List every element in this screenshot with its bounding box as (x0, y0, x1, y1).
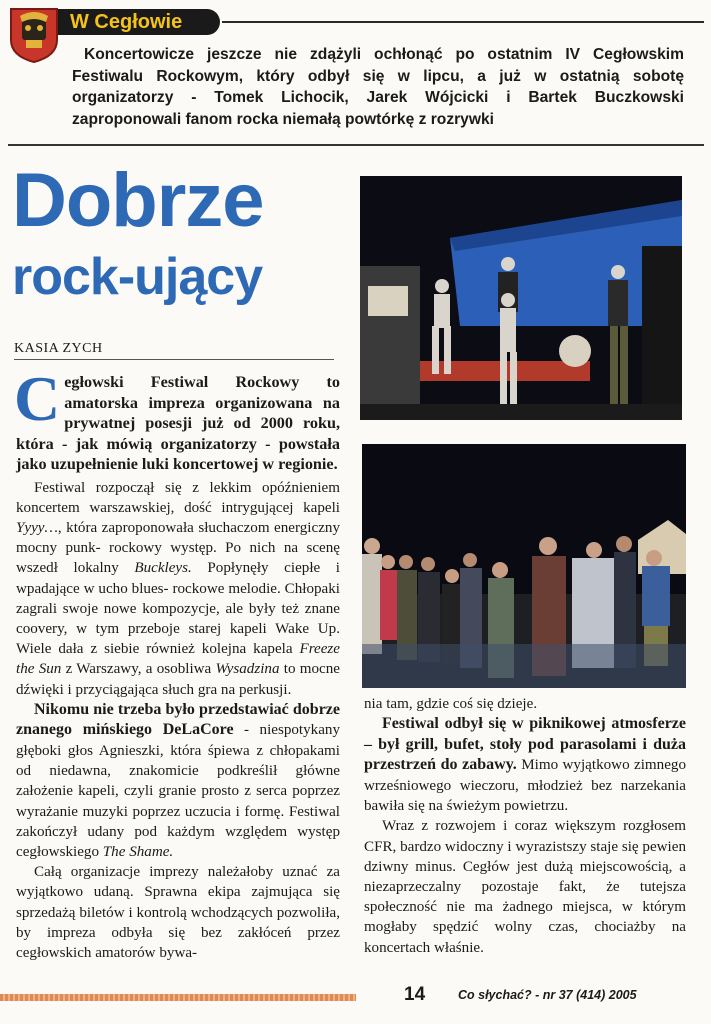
drop-cap: C (14, 363, 61, 434)
intro-text: egłowski Festiwal Rockowy to amatorska impreza organizowana na prywatnej posesji już od 2000 roku, która - jak mówią organizatorzy - powstała jako uzupełnienie luki koncertowej w regionie. (16, 373, 340, 473)
article-title (12, 158, 357, 308)
title-line-1: Dobrze (12, 158, 264, 243)
bold-lead-in: Festiwal odbył się w piknikowej atmosferze – był grill, bufet, stoły pod parasolami i duża przestrzeń do zabawy. (364, 715, 686, 774)
page-number: 14 (404, 984, 426, 1005)
divider (8, 144, 704, 146)
band-name: Freeze the Sun (16, 641, 340, 678)
text-span: to mocne dźwięki i przyciągająca słuch gra na perkusji. (16, 661, 340, 698)
band-name: Yyyy… (16, 519, 58, 536)
paragraph-4 (364, 714, 686, 816)
paragraph-3-continued: nia tam, gdzie coś się dzieje. (364, 696, 538, 712)
section-label: W Cegłowie (58, 9, 220, 35)
title-line-2: rock-ujący (12, 248, 263, 306)
article-column-right (364, 694, 686, 958)
coat-of-arms-icon (8, 6, 60, 64)
paragraph-2 (16, 700, 340, 862)
lead-paragraph: Koncertowicze jeszcze nie zdążyli ochłonąć po ostatnim IV Cegłowskim Festiwalu Rockowym, który odbył się w lipcu, a już w ostatnią sobotę organizatorzy - Tomek Lichocik, Jarek Wójcicki i Bartek Buczkowski zaproponowali fanom rocka niemałą powtórkę z rozrywki (72, 46, 684, 128)
crowd-at-night-photo (362, 444, 686, 688)
text-span: - niespotykany głęboki głos Agnieszki, która śpiewa z chłopakami od niedawna, znakomicie podkreślił główne założenie kapeli, czyli granie prosto z serca poprzez wyrażanie muzyki poprzez uczucia i formę. Festiwal zakończył udany pod każdym względem występ cegłowskiego (16, 722, 341, 860)
band-name: Buckleys. (134, 560, 192, 577)
intro-paragraph (14, 363, 340, 475)
bold-lead-in: Nikomu nie trzeba było przedstawiać dobrze znanego mińskiego DeLaCore (16, 700, 340, 739)
article-column-left (14, 363, 341, 963)
band-on-stage-photo (360, 176, 682, 420)
issue-info: Co słychać? - nr 37 (414) 2005 (458, 988, 637, 1002)
text-span: Festiwal rozpoczął się z lekkim opóźnieniem koncertem warszawskiej, dość intrygującej kapeli (16, 479, 340, 516)
paragraph-3: Całą organizacje imprezy należałoby uznać za wyjątkowo udaną. Sprawna ekipa zajmująca się sprzedażą biletów i kontrolą wchodzących pozwoliła, by impreza odbyła się bez zakłóceń przez cegłowskich amatorów bywa- (16, 864, 340, 961)
author-byline: KASIA ZYCH (14, 341, 103, 356)
byline-rule (14, 359, 334, 360)
text-span: Mimo wyjątkowo zimnego wrześniowego wieczoru, młodzież bez narzekania bawiła się na świeżym powietrzu. (364, 757, 686, 815)
band-name: Wysadzina (215, 661, 280, 678)
paragraph-1 (16, 478, 340, 700)
text-span: , która zaproponowała słuchaczom energiczny mocny punk- rockowy występ. Po nich na scenę wszedł lokalny (16, 519, 340, 577)
band-name: The Shame. (102, 843, 174, 860)
paragraph-5: Wraz z rozwojem i coraz większym rozgłosem CFR, bardzo widoczny i wyrazistszy staje się pewien dziwny minus. Cegłów jest dużą miejscowością, a niezaprzeczalny pozostaje fakt, że tutejsza społeczność nie ma żadnego miejsca, w którym mogłaby spędzić wolny czas, chociażby na koncertach właśnie. (364, 818, 686, 956)
text-span: z Warszawy, a osobliwa (61, 661, 216, 678)
header-rule (222, 21, 704, 23)
text-span: Popłynęły ciepłe i wpadające w ucho blues- rockowe melodie. Chłopaki zagrali swoje nowe kompozycje, ale były też znane coovery, w tym przeboje starej kapeli Wake Up. Wiele dała z siebie również kolejna kapela (16, 560, 340, 658)
footer-decoration (0, 994, 356, 1001)
